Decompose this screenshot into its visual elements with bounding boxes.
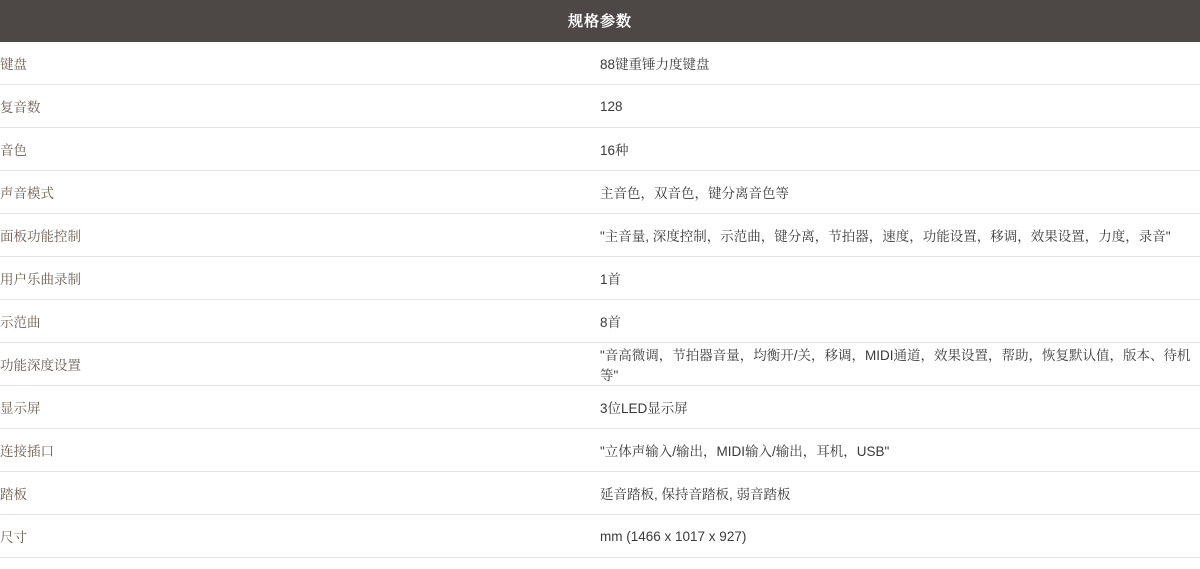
spec-value: 延音踏板, 保持音踏板, 弱音踏板 xyxy=(600,472,1200,515)
table-row xyxy=(0,429,1200,472)
spec-value: 128 xyxy=(600,85,1200,128)
spec-value: 16种 xyxy=(600,128,1200,171)
spec-value: "音高微调，节拍器音量，均衡开/关，移调，MIDI通道，效果设置，帮助，恢复默认值，版本、待机等" xyxy=(600,343,1200,386)
spec-label: 复音数 xyxy=(0,85,600,128)
spec-label: 声音模式 xyxy=(0,171,600,214)
table-row xyxy=(0,128,1200,171)
spec-value: "主音量, 深度控制，示范曲，键分离，节拍器，速度，功能设置，移调，效果设置，力度，录音" xyxy=(600,214,1200,257)
spec-label: 踏板 xyxy=(0,472,600,515)
spec-label: 连接插口 xyxy=(0,429,600,472)
spec-value: 8首 xyxy=(600,300,1200,343)
spec-label: 尺寸 xyxy=(0,515,600,558)
spec-label: 用户乐曲录制 xyxy=(0,257,600,300)
table-row xyxy=(0,515,1200,558)
table-row xyxy=(0,85,1200,128)
spec-label: 显示屏 xyxy=(0,386,600,429)
table-row xyxy=(0,257,1200,300)
table-body xyxy=(0,42,1200,558)
spec-value: 主音色，双音色，键分离音色等 xyxy=(600,171,1200,214)
spec-label: 示范曲 xyxy=(0,300,600,343)
table-title: 规格参数 xyxy=(0,0,1200,42)
table-header-row xyxy=(0,0,1200,42)
table-row xyxy=(0,171,1200,214)
spec-value: 3位LED显示屏 xyxy=(600,386,1200,429)
spec-label: 功能深度设置 xyxy=(0,343,600,386)
spec-value: mm (1466 x 1017 x 927) xyxy=(600,515,1200,558)
spec-value: "立体声输入/输出，MIDI输入/输出，耳机，USB" xyxy=(600,429,1200,472)
spec-label: 音色 xyxy=(0,128,600,171)
table-row xyxy=(0,343,1200,386)
table-row xyxy=(0,472,1200,515)
spec-value: 88键重锤力度键盘 xyxy=(600,42,1200,85)
table-row xyxy=(0,300,1200,343)
table-row xyxy=(0,42,1200,85)
table-row xyxy=(0,386,1200,429)
table-row xyxy=(0,214,1200,257)
spec-value: 1首 xyxy=(600,257,1200,300)
spec-label: 键盘 xyxy=(0,42,600,85)
spec-label: 面板功能控制 xyxy=(0,214,600,257)
